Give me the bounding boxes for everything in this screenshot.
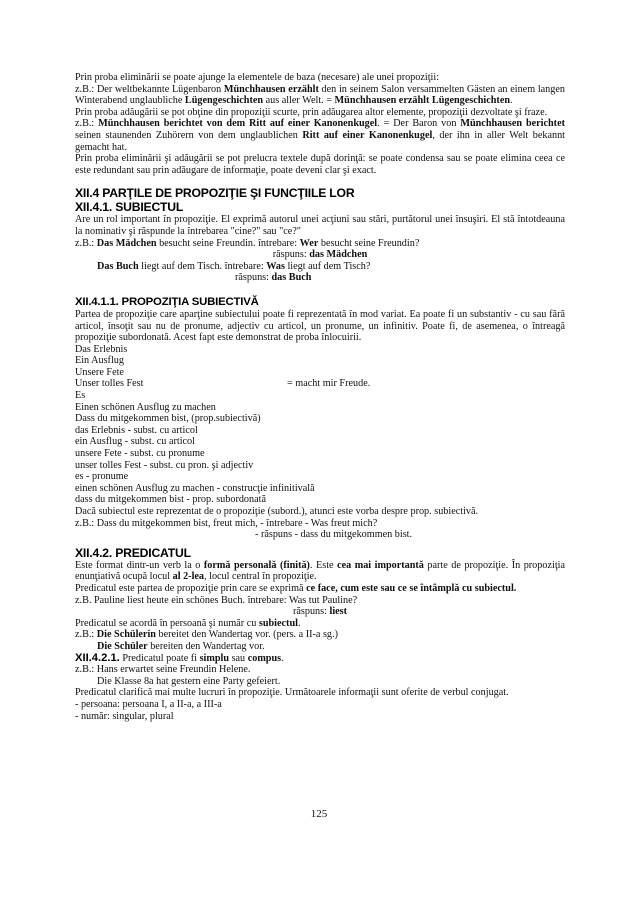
predicat-example-2: z.B.: Die Schülerin bereitet den Wandertag vor. (pers. a II-a sg.): [75, 629, 338, 641]
intro-line-5: Prin proba eliminării şi adăugării se pot prelucra textele după dorinţă: se poate condensa sau se poate elimina ceea ce este redundant sau prin adăugare de informaţie, poate deveni clar şi exact.: [75, 153, 565, 176]
document-body: [75, 72, 565, 722]
heading-xii-4-2: XII.4.2. PREDICATUL: [75, 545, 191, 560]
heading-xii-4: XII.4 PARŢILE DE PROPOZIŢIE ŞI FUNCŢIILE LOR: [75, 186, 355, 201]
subiectiva-equation-line: Unser tolles Fest = macht mir Freude.: [75, 378, 371, 390]
subiectiva-line: z.B.: Dass du mitgekommen bist, freut mich, - întrebare - Was freut mich?: [75, 517, 378, 529]
subiectiva-line: das Erlebnis - subst. cu articol: [75, 424, 198, 436]
subiectiva-line: Ein Ausflug: [75, 355, 124, 367]
list-item: - persoana: persoana I, a II-a, a III-a: [75, 698, 222, 710]
subiect-paragraph: Are un rol important în propoziţie. El exprimă autorul unei acţiuni sau stări, purtătorul unei însuşiri. El stă întotdeauna la nominativ şi răspunde la întrebarea "cine?" sau "ce?": [75, 214, 565, 237]
subiectiva-line: unsere Fete - subst. cu pronume: [75, 448, 205, 460]
predicat-paragraph-3: Predicatul se acordă în persoană şi număr cu subiectul.: [75, 617, 301, 629]
predicat-info-paragraph: Predicatul clarifică mai multe lucruri în propoziţie. Următoarele informaţii sunt oferite de verbul conjugat.: [75, 687, 509, 699]
predicat-paragraph-2: Predicatul este partea de propoziţie prin care se exprimă ce face, cum este sau ce se întâmplă cu subiectul.: [75, 582, 517, 594]
intro-line-1: Prin proba eliminării se poate ajunge la elementele de baza (necesare) ale unei propoziţii:: [75, 72, 440, 83]
subiectiva-line: ein Ausflug - subst. cu articol: [75, 436, 195, 448]
section-xii-4-2-1: XII.4.2.1. Predicatul poate fi simplu sau compus.: [75, 651, 284, 664]
subiectiva-line: es - pronume: [75, 471, 129, 483]
subiect-example-1: z.B.: Das Mädchen besucht seine Freundin. întrebare: Wer besucht seine Freundin?: [75, 237, 420, 249]
heading-xii-4-1-1: XII.4.1.1. PROPOZIŢIA SUBIECTIVĂ: [75, 295, 259, 308]
intro-line-3: Prin proba adăugării se pot obţine din propoziţii scurte, prin adăugarea altor elemente, propoziţii dezvoltate şi fraze.: [75, 106, 548, 118]
predicat-example-3: Die Schüler bereiten den Wandertag vor.: [97, 640, 265, 652]
heading-xii-4-1: XII.4.1. SUBIECTUL: [75, 200, 184, 215]
subiectiva-answer: - răspuns - dass du mitgekommen bist.: [255, 529, 413, 541]
subiectiva-line: Es: [75, 390, 86, 402]
subiect-answer-2: răspuns: das Buch: [235, 272, 312, 284]
subiectiva-paragraph: Partea de propoziţie care aparţine subiectului poate fi reprezentată în mod variat. Ea poate fi un substantiv - cu sau fără articol, însoţit sau nu de pronume, adjectiv cu articol, un pronume, un infinitiv. Poate fi, de asemenea, o întreagă propoziţie subordonată. Acest fapt este demonstrat de proba înlocuirii.: [75, 308, 565, 344]
intro-example-2: z.B.: Münchhausen berichtet von dem Ritt auf einer Kanonenkugel. = Der Baron von Münchhausen berichtet seinen staunenden Zuhörern von dem unglaublichen Ritt auf einer Kanonenkugel, der ihn in aller Welt bekannt gemacht hat.: [75, 118, 566, 153]
subiectiva-line: Dacă subiectul este reprezentat de o propoziţie (subord.), atunci este vorba despre prop. subiectivă.: [75, 506, 479, 517]
subiectiva-line: Das Erlebnis: [75, 343, 128, 355]
page-number: 125: [310, 808, 328, 820]
subiectiva-line: Einen schönen Ausflug zu machen: [75, 401, 216, 413]
subiect-example-2: Das Buch liegt auf dem Tisch. întrebare: Was liegt auf dem Tisch?: [97, 260, 371, 272]
subiectiva-line: Unsere Fete: [75, 366, 124, 378]
predicat-compus-example-2: Die Klasse 8a hat gestern eine Party gefeiert.: [97, 675, 281, 687]
subiectiva-line: dass du mitgekommen bist - prop. subordonată: [75, 494, 266, 506]
list-item: - număr: singular, plural: [75, 710, 174, 722]
subiect-answer-1: răspuns: das Mädchen: [272, 249, 368, 261]
intro-example-1: z.B.: Der weltbekannte Lügenbaron Münchhausen erzählt den in seinem Salon versammelten Gästen an einem langen Winterabend unglaubliche Lügengeschichten aus aller Welt. = Münchhausen erzählt Lügengeschichten.: [75, 83, 565, 107]
predicat-answer: răspuns: liest: [292, 606, 348, 618]
predicat-simplu-example-1: z.B.: Hans erwartet seine Freundin Helene.: [75, 664, 251, 676]
predicat-paragraph-1: Este format dintr-un verb la o formă personală (finită). Este cea mai importantă parte de propoziţie. În propoziţia enunţiativă ocupă locul al 2-lea, locul central în propoziţie.: [75, 559, 565, 583]
predicat-example-1: z.B. Pauline liest heute ein schönes Buch. întrebare: Was tut Pauline?: [75, 594, 358, 606]
heading-xii-4-2-1: XII.4.2.1.: [75, 651, 120, 664]
subiectiva-line: einen schönen Ausflug zu machen - construcţie infinitivală: [75, 482, 315, 494]
subiectiva-line: Dass du mitgekommen bist, (prop.subiectivă): [75, 413, 261, 425]
subiectiva-line: unser tolles Fest - subst. cu pron. şi adjectiv: [75, 459, 254, 471]
